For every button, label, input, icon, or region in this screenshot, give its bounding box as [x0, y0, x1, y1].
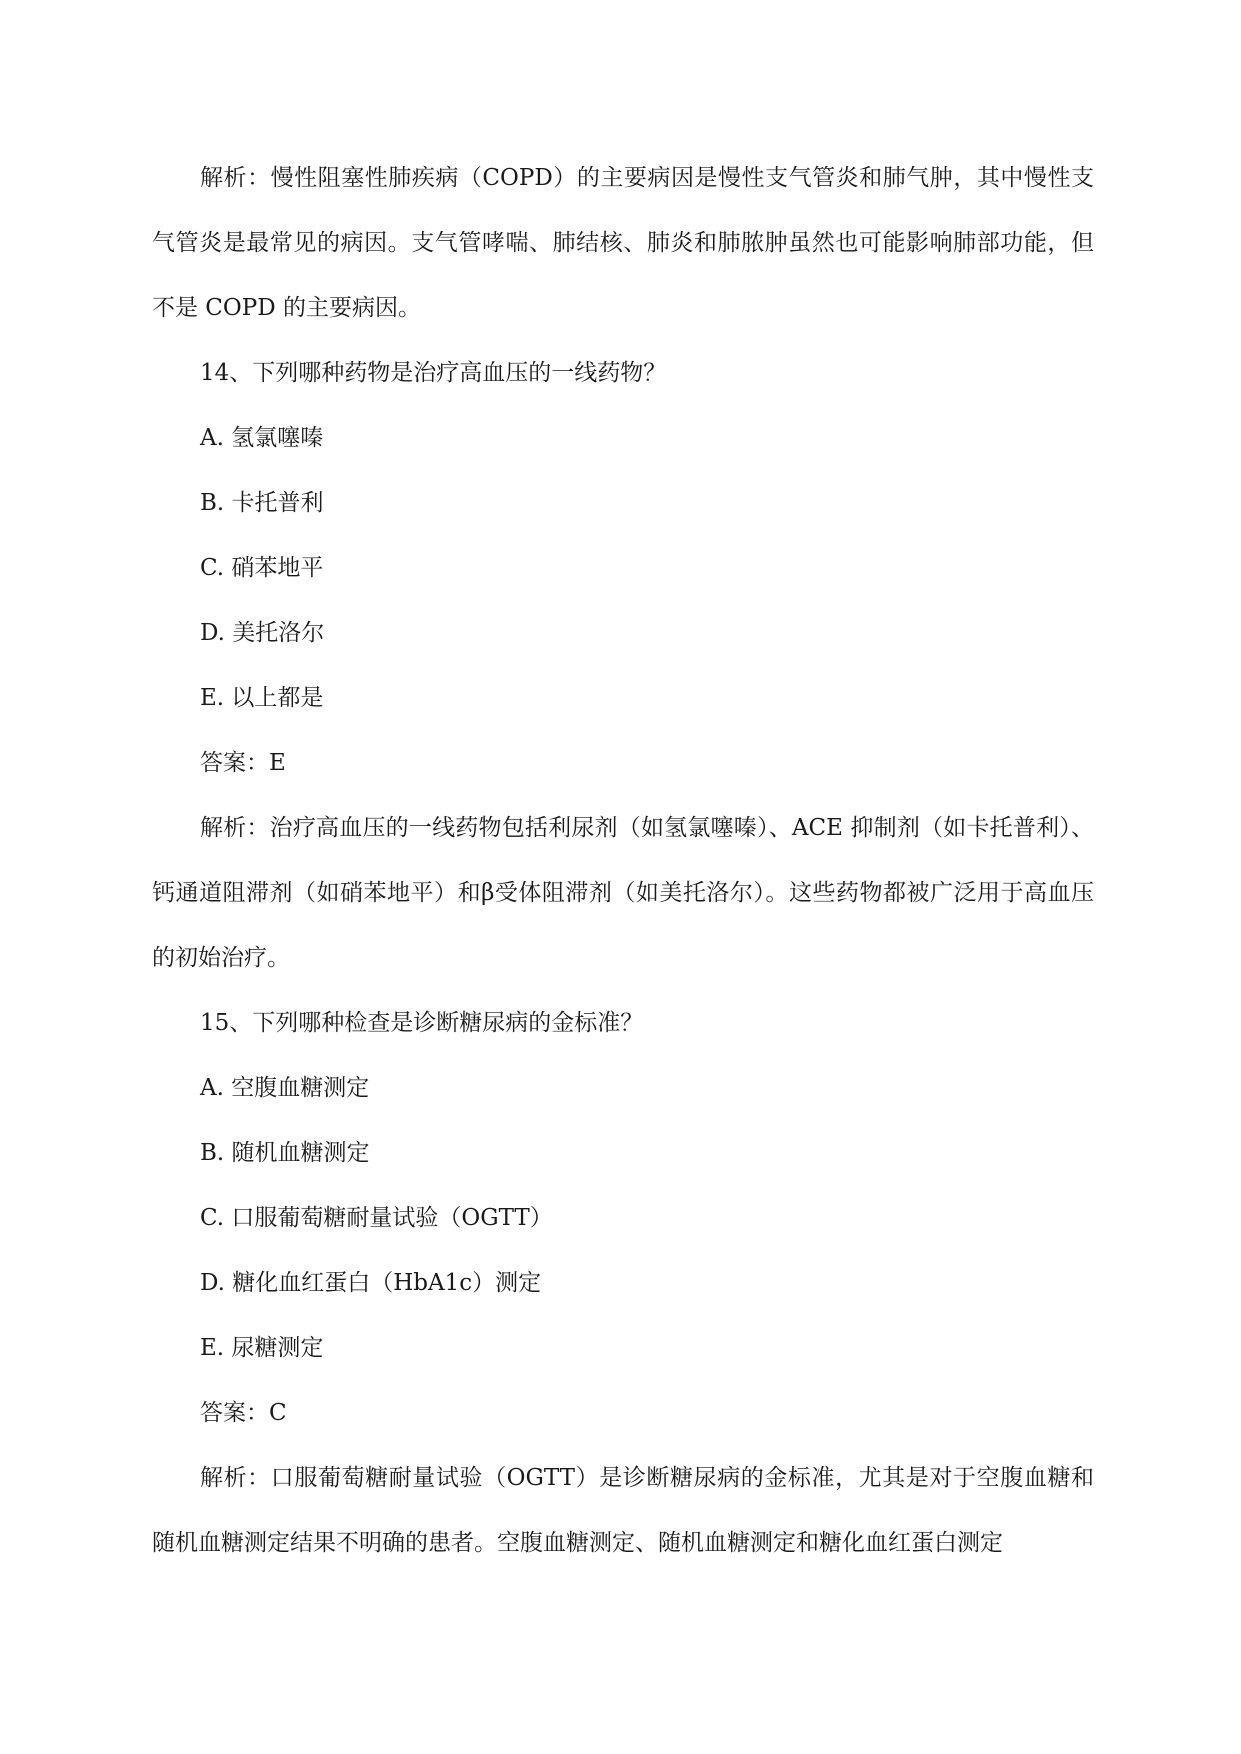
q15-option-b: B. 随机血糖测定 [200, 1140, 370, 1166]
q15-option-e: E. 尿糖测定 [200, 1335, 324, 1361]
q15-option-d: D. 糖化血红蛋白（HbA1c）测定 [200, 1270, 542, 1296]
q14-answer: 答案：E [200, 750, 286, 776]
q14-option-b: B. 卡托普利 [200, 490, 324, 516]
q14-option-e: E. 以上都是 [200, 685, 324, 711]
explanation-q13: 解析：慢性阻塞性肺疾病（COPD）的主要病因是慢性支气管炎和肺气肿，其中慢性支气管炎是最常见的病因。支气管哮喘、肺结核、肺炎和肺脓肿虽然也可能影响肺部功能，但不是 COPD 的主要病因。 [152, 165, 1094, 321]
q15-answer: 答案：C [200, 1400, 287, 1426]
question-15: 15、下列哪种检查是诊断糖尿病的金标准？ [200, 1010, 644, 1036]
explanation-q14: 解析：治疗高血压的一线药物包括利尿剂（如氢氯噻嗪）、ACE 抑制剂（如卡托普利）、钙通道阻滞剂（如硝苯地平）和β受体阻滞剂（如美托洛尔）。这些药物都被广泛用于高血压的初始治疗。 [152, 815, 1094, 971]
q15-option-a: A. 空腹血糖测定 [200, 1075, 370, 1101]
explanation-q15: 解析：口服葡萄糖耐量试验（OGTT）是诊断糖尿病的金标准，尤其是对于空腹血糖和随机血糖测定结果不明确的患者。空腹血糖测定、随机血糖测定和糖化血红蛋白测定 [152, 1465, 1094, 1556]
q14-option-c: C. 硝苯地平 [200, 555, 324, 581]
q14-option-d: D. 美托洛尔 [200, 620, 325, 646]
question-14: 14、下列哪种药物是治疗高血压的一线药物？ [200, 360, 667, 386]
q15-option-c: C. 口服葡萄糖耐量试验（OGTT） [200, 1205, 553, 1231]
q14-option-a: A. 氢氯噻嗪 [200, 425, 324, 451]
document-body [152, 146, 1094, 1576]
